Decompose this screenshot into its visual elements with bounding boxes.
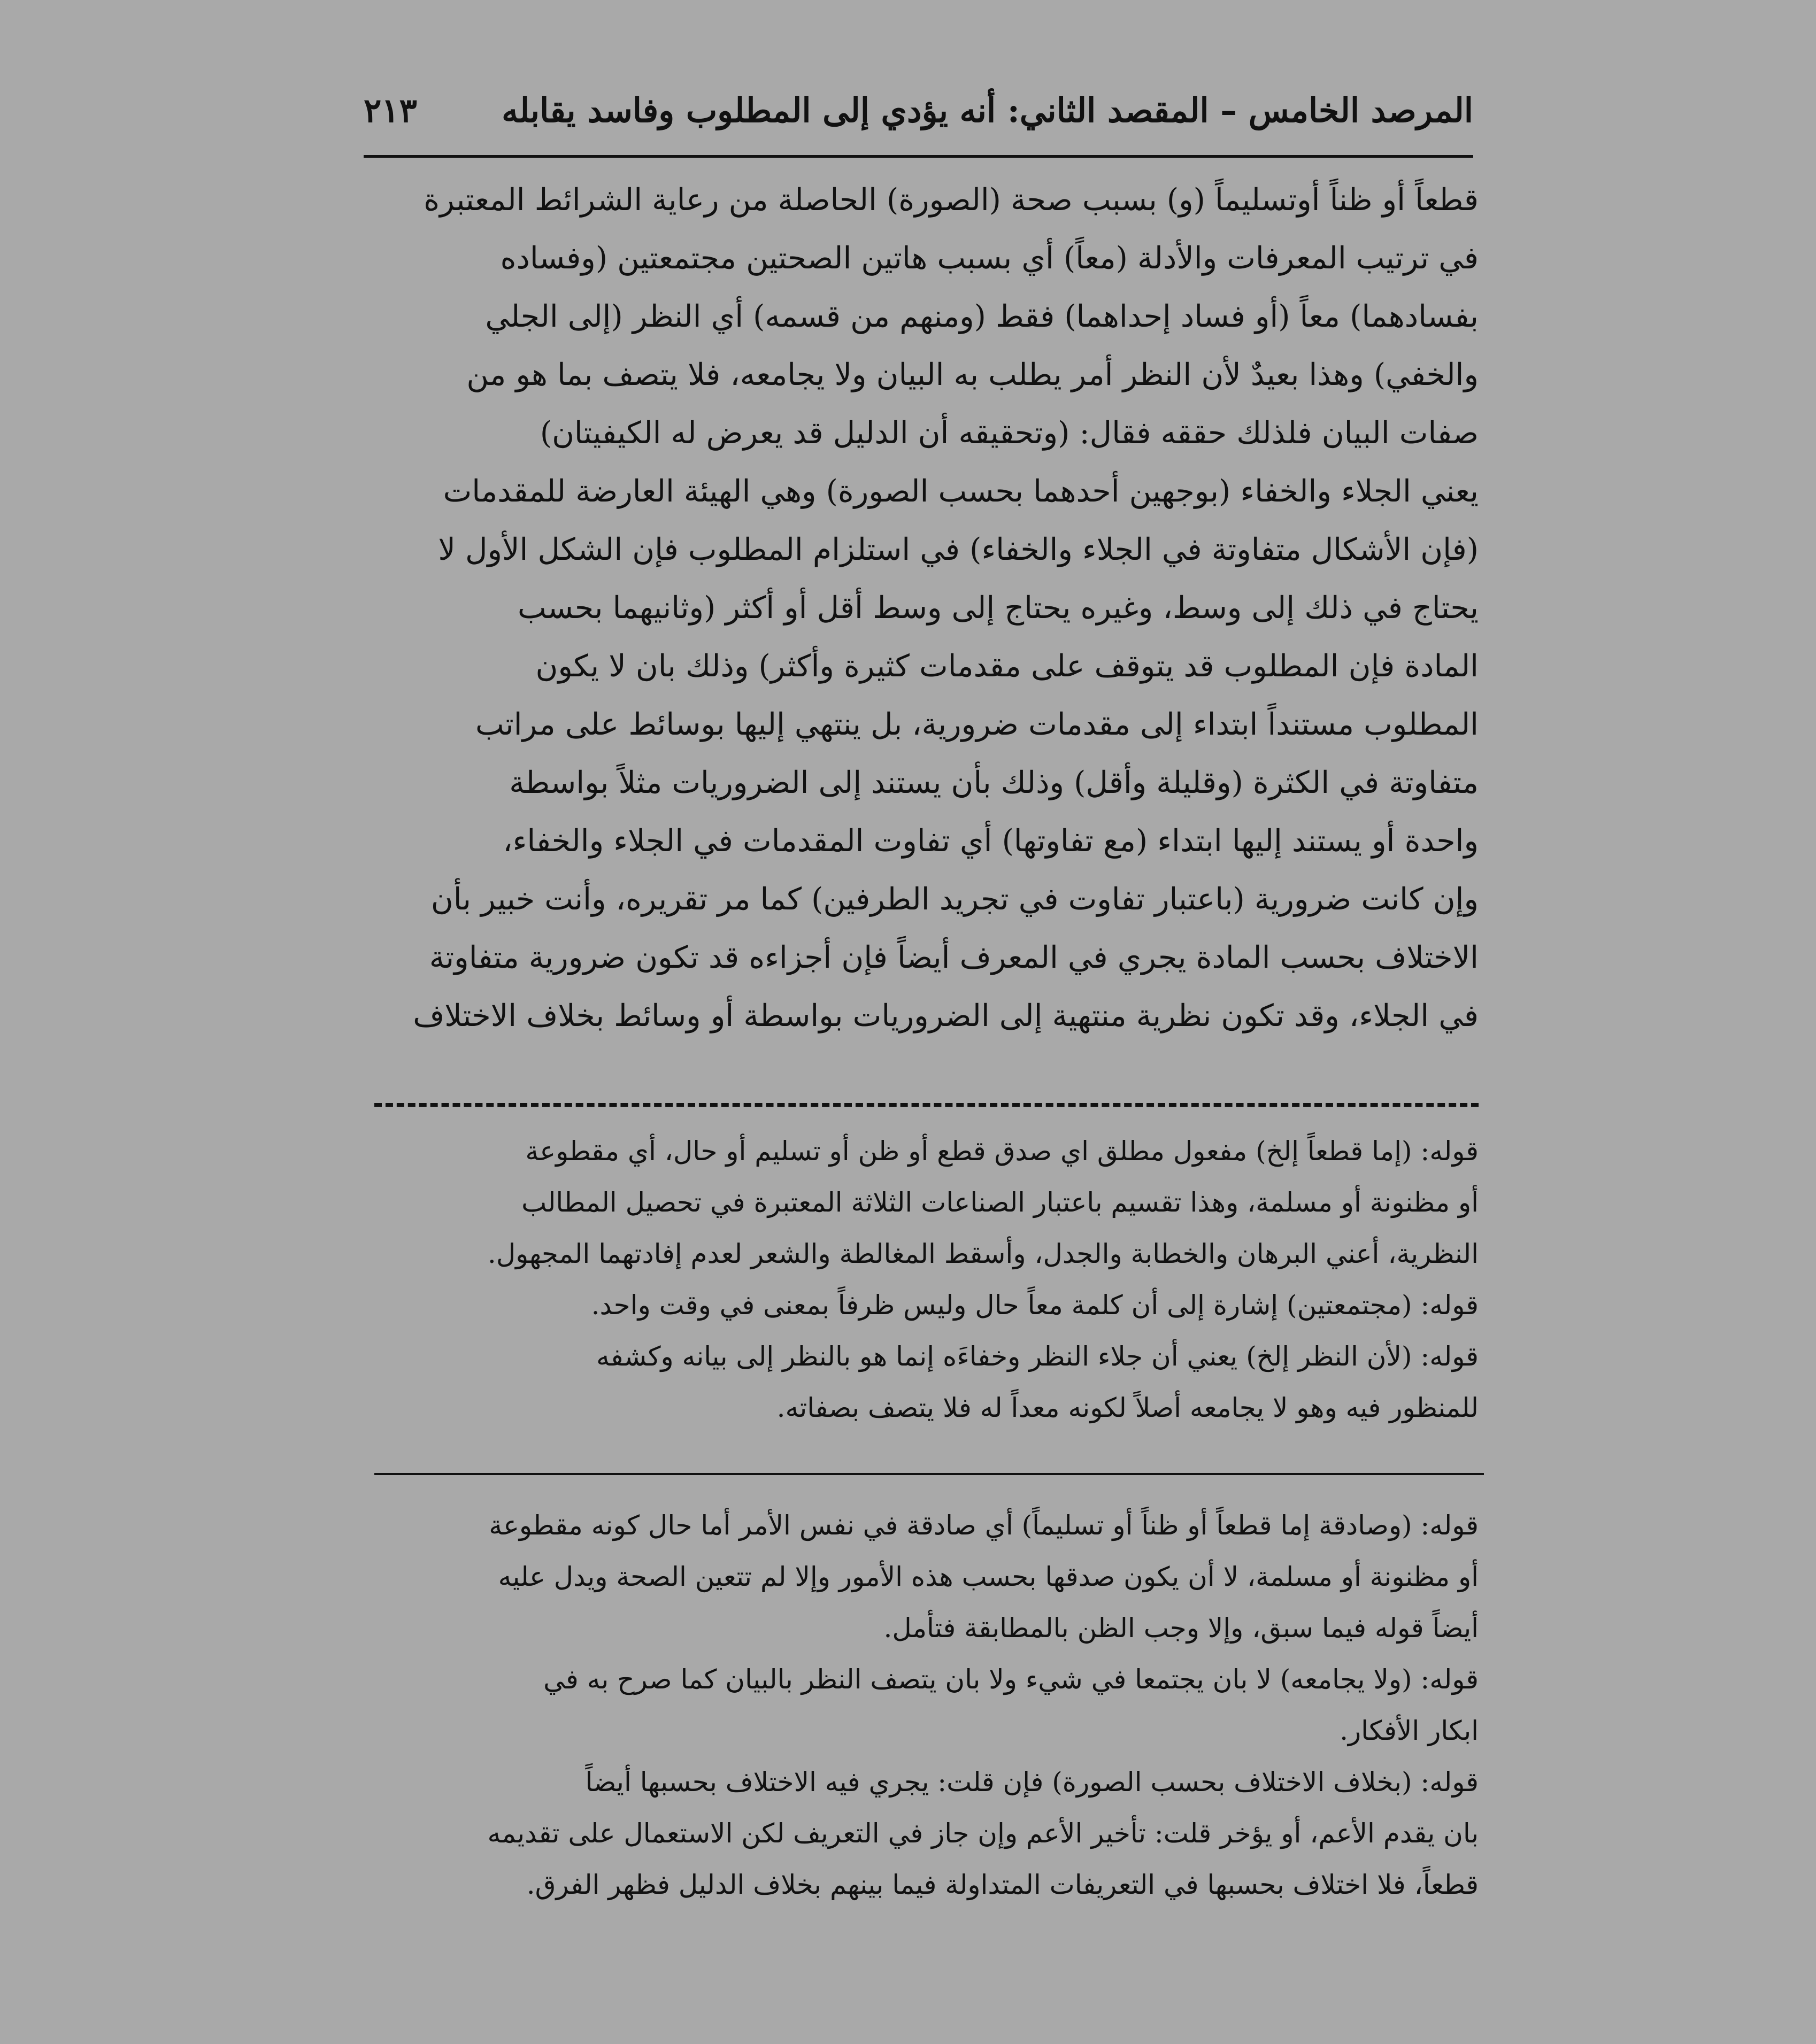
note-line: قوله: (لأن النظر إلخ) يعني أن جلاء النظر وخفاءَه إنما هو بالنظر إلى بيانه وكشفه [596, 1341, 1479, 1372]
note-line: قوله: (إما قطعاً إلخ) مفعول مطلق اي صدق قطع أو ظن أو تسليم أو حال، أي مقطوعة [525, 1136, 1479, 1167]
main-line: والخفي) وهذا بعيدٌ لأن النظر أمر يطلب به البيان ولا يجامعه، فلا يتصف بما هو من [466, 357, 1479, 392]
main-line: في ترتيب المعرفات والأدلة (معاً) أي بسبب هاتين الصحتين مجتمعتين (وفساده [500, 241, 1479, 276]
note-line: أيضاً قوله فيما سبق، وإلا وجب الظن بالمطابقة فتأمل. [883, 1613, 1479, 1644]
main-line: المطلوب مستنداً ابتداء إلى مقدمات ضرورية، بل ينتهي إليها بوسائط على مراتب [475, 707, 1479, 742]
main-line: يحتاج في ذلك إلى وسط، وغيره يحتاج إلى وسط أقل أو أكثر (وثانيهما بحسب [518, 590, 1479, 626]
note-line: ابكار الأفكار. [1340, 1715, 1479, 1746]
note-line: للمنظور فيه وهو لا يجامعه أصلاً لكونه معداً له فلا يتصف بصفاته. [776, 1392, 1479, 1423]
running-title: المرصد الخامس – المقصد الثاني: أنه يؤدي إلى المطلوب وفاسد يقابله [502, 91, 1473, 130]
dashed-separator [374, 1103, 1479, 1107]
main-line: (فإن الأشكال متفاوتة في الجلاء والخفاء) في استلزام المطلوب فإن الشكل الأول لا [438, 532, 1479, 567]
main-line: في الجلاء، وقد تكون نظرية منتهية إلى الضروريات بواسطة أو وسائط بخلاف الاختلاف [413, 998, 1479, 1033]
commentary-notes-bottom [374, 1500, 1479, 1910]
page-number: ٢١٣ [364, 91, 417, 130]
main-line: متفاوتة في الكثرة (وقليلة وأقل) وذلك بأن يستند إلى الضروريات مثلاً بواسطة [509, 765, 1479, 800]
main-line: المادة فإن المطلوب قد يتوقف على مقدمات كثيرة وأكثر) وذلك بان لا يكون [535, 649, 1479, 684]
note-line: قوله: (بخلاف الاختلاف بحسب الصورة) فإن قلت: يجري فيه الاختلاف بحسبها أيضاً [585, 1767, 1479, 1798]
note-line: قوله: (مجتمعتين) إشارة إلى أن كلمة معاً حال وليس ظرفاً بمعنى في وقت واحد. [591, 1290, 1479, 1321]
main-line: بفسادهما) معاً (أو فساد إحداهما) فقط (ومنهم من قسمه) أي النظر (إلى الجلي [485, 299, 1479, 334]
note-line: أو مظنونة أو مسلمة، لا أن يكون صدقها بحسب هذه الأمور وإلا لم تتعين الصحة ويدل عليه [498, 1561, 1479, 1592]
note-line: قوله: (ولا يجامعه) لا بان يجتمعا في شيء ولا بان يتصف النظر بالبيان كما صرح به في [543, 1664, 1479, 1695]
main-text [369, 171, 1479, 1045]
note-line: أو مظنونة أو مسلمة، وهذا تقسيم باعتبار الصناعات الثلاثة المعتبرة في تحصيل المطالب [521, 1187, 1479, 1218]
note-line: النظرية، أعني البرهان والخطابة والجدل، وأسقط المغالطة والشعر لعدم إفادتهما المجهول. [487, 1238, 1479, 1269]
commentary-notes-top [374, 1125, 1479, 1433]
main-line: الاختلاف بحسب المادة يجري في المعرف أيضاً فإن أجزاءه قد تكون ضرورية متفاوتة [429, 940, 1479, 975]
main-line: قطعاً أو ظناً أوتسليماً (و) بسبب صحة (الصورة) الحاصلة من رعاية الشرائط المعتبرة [424, 182, 1479, 218]
note-line: قوله: (وصادقة إما قطعاً أو ظناً أو تسليماً) أي صادقة في نفس الأمر أما حال كونه مقطوعة [489, 1510, 1479, 1541]
main-line: واحدة أو يستند إليها ابتداء (مع تفاوتها) أي تفاوت المقدمات في الجلاء والخفاء، [503, 823, 1479, 859]
note-line: قطعاً، فلا اختلاف بحسبها في التعريفات المتداولة فيما بينهم بخلاف الدليل فظهر الفرق. [526, 1869, 1479, 1900]
header-rule [364, 155, 1473, 158]
notes-separator-rule [374, 1473, 1484, 1475]
main-line: وإن كانت ضرورية (باعتبار تفاوت في تجريد الطرفين) كما مر تقريره، وأنت خبير بأن [430, 882, 1479, 917]
note-line: بان يقدم الأعم، أو يؤخر قلت: تأخير الأعم وإن جاز في التعريف لكن الاستعمال على تقديمه [487, 1818, 1479, 1849]
main-line: صفات البيان فلذلك حققه فقال: (وتحقيقه أن الدليل قد يعرض له الكيفيتان) [540, 415, 1479, 451]
page-header [364, 86, 1473, 150]
main-line: يعني الجلاء والخفاء (بوجهين أحدهما بحسب الصورة) وهي الهيئة العارضة للمقدمات [443, 474, 1479, 509]
